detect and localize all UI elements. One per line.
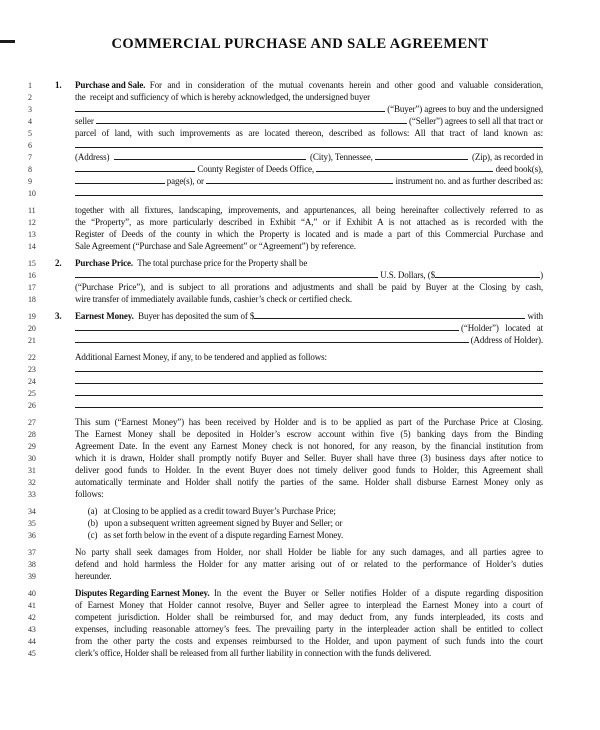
- document-line: [25, 452, 543, 464]
- body-text: seller: [75, 116, 96, 126]
- body-text: competent jurisdiction. Holder shall be reimbursed for, and may deduct from, any funds interpleaded, its costs and: [75, 612, 543, 622]
- blank-field: [75, 163, 195, 172]
- line-content: [75, 363, 543, 371]
- blank-field: [316, 163, 493, 172]
- line-content: [75, 505, 543, 517]
- document-line: [25, 399, 543, 411]
- body-text: This sum (“Earnest Money”) has been received by Holder and is to be applied as part of the Purchase Price at Closing.: [75, 417, 543, 427]
- line-content: [75, 623, 543, 635]
- section-number: 1.: [55, 80, 62, 90]
- line-content: [75, 204, 543, 216]
- document-line: [25, 269, 543, 281]
- document-line: [25, 322, 543, 334]
- line-content: [75, 163, 543, 175]
- document-line: [25, 464, 543, 476]
- line-number: 26: [28, 401, 36, 410]
- line-number: 28: [28, 430, 36, 439]
- line-content: [75, 187, 543, 195]
- line-number: 44: [28, 637, 36, 646]
- body-text: No party shall seek damages from Holder, nor shall Holder be liable for any such damages, and all parties agree to: [75, 547, 543, 557]
- line-number: 9: [28, 177, 32, 186]
- body-text: together with all fixtures, landscaping, improvements, and appurtenances, all being hereinafter collectively referred to as: [75, 205, 543, 215]
- body-text: which it is drawn, Holder shall promptly notify Buyer and Seller. Buyer shall have three (3) business days after notice to: [75, 453, 543, 463]
- line-number: 24: [28, 377, 36, 386]
- body-text: (“Purchase Price”), and is subject to all prorations and adjustments and shall be paid by Buyer at the Closing by cash,: [75, 282, 543, 292]
- line-number: 8: [28, 165, 32, 174]
- body-text: page(s), or: [164, 176, 207, 186]
- line-content: [75, 151, 543, 163]
- body-text: (“Buyer”) agrees to buy and the undersigned: [385, 104, 543, 114]
- line-number: 13: [28, 230, 36, 239]
- line-content: [75, 257, 543, 269]
- document-line: [25, 517, 543, 529]
- section-number: 2.: [55, 258, 62, 268]
- body-text: from the other party the costs and expenses reimbursed to the Holder, and upon payment of such funds into the court: [75, 636, 543, 646]
- body-text: follows:: [75, 489, 104, 499]
- body-text: (Address): [75, 152, 114, 162]
- line-content: [75, 322, 543, 334]
- line-number: 35: [28, 519, 36, 528]
- line-content: [75, 127, 543, 139]
- line-content: [75, 334, 543, 346]
- line-number: 34: [28, 507, 36, 516]
- line-number: 12: [28, 218, 36, 227]
- document-line: [25, 570, 543, 582]
- body-text: automatically terminate and Holder shall notify the parties of the same. Holder shall disburse Earnest Money only as: [75, 477, 543, 487]
- body-text: Sale Agreement (“Purchase and Sale Agreement” or “Agreement”) by reference.: [75, 241, 356, 251]
- line-content: [75, 115, 543, 127]
- line-number: 2: [28, 93, 32, 102]
- line-content: [75, 428, 543, 440]
- line-content: [75, 517, 543, 529]
- document-line: [25, 204, 543, 216]
- body-text: deed book(s),: [493, 164, 543, 174]
- line-number: 41: [28, 601, 36, 610]
- document-line: [25, 635, 543, 647]
- line-number: 6: [28, 141, 32, 150]
- blank-field: [96, 115, 407, 124]
- line-number: 22: [28, 353, 36, 362]
- line-content: [75, 399, 543, 407]
- body-text: (a) at Closing to be applied as a credit toward Buyer’s Purchase Price;: [75, 506, 336, 516]
- body-text: In the event the Buyer or Seller notifies Holder of a dispute regarding disposition: [213, 588, 543, 598]
- line-number: 45: [28, 649, 36, 658]
- line-content: [75, 375, 543, 383]
- document-line: [25, 440, 543, 452]
- line-number: 1: [28, 81, 32, 90]
- document-title: COMMERCIAL PURCHASE AND SALE AGREEMENT: [111, 36, 489, 52]
- body-text: deliver good funds to Holder. In the event Buyer does not timely deliver good funds to Holder, this Agreement shall: [75, 465, 543, 475]
- line-number: 30: [28, 454, 36, 463]
- document-line: [25, 187, 543, 199]
- body-text: (City), Tennessee,: [305, 152, 375, 162]
- document-body: [25, 79, 543, 659]
- blank-field: [75, 322, 459, 331]
- line-content: [75, 216, 543, 228]
- body-text: The Earnest Money shall be deposited in Holder’s escrow account within five (5) banking days from the Binding: [75, 429, 543, 439]
- line-number: 31: [28, 466, 36, 475]
- line-number: 10: [28, 189, 36, 198]
- line-content: [75, 139, 543, 147]
- line-content: [75, 79, 543, 91]
- blank-field: [75, 269, 378, 278]
- document-line: [25, 257, 543, 269]
- line-content: [75, 310, 543, 322]
- line-content: [75, 240, 543, 252]
- body-text: of Earnest Money that Holder cannot resolve, Buyer and Seller agree to interplead the Earnest Money into a court of: [75, 600, 543, 610]
- line-content: [75, 228, 543, 240]
- document-line: [25, 623, 543, 635]
- bold-text: Disputes Regarding Earnest Money.: [75, 588, 214, 598]
- line-number: 15: [28, 259, 36, 268]
- document-line: [25, 163, 543, 175]
- body-text: U.S. Dollars, ($: [378, 270, 436, 280]
- document-line: [25, 127, 543, 139]
- line-number: 32: [28, 478, 36, 487]
- line-number: 20: [28, 324, 36, 333]
- document-line: [25, 228, 543, 240]
- line-content: [75, 103, 543, 115]
- line-number: 38: [28, 560, 36, 569]
- blank-field: [375, 151, 468, 160]
- document-line: [25, 115, 543, 127]
- body-text: (Zip), as recorded in: [467, 152, 543, 162]
- document-line: [25, 529, 543, 541]
- blank-field: [75, 175, 165, 184]
- blank-field: [75, 187, 543, 196]
- line-content: [75, 488, 543, 500]
- blank-field: [75, 375, 543, 384]
- document-line: [25, 587, 543, 599]
- document-line: [25, 416, 543, 428]
- line-content: [75, 91, 543, 103]
- line-content: [75, 647, 543, 659]
- document-line: [25, 281, 543, 293]
- document-line: [25, 79, 543, 91]
- body-text: the “Property”, as more particularly described in Exhibit “A,” or if Exhibit A is not attached as is recorded with the: [75, 217, 543, 227]
- line-content: [75, 281, 543, 293]
- line-number: 14: [28, 242, 36, 251]
- document-line: [25, 647, 543, 659]
- line-number: 33: [28, 490, 36, 499]
- body-text: with: [525, 311, 543, 321]
- body-text: (c) as set forth below in the event of a dispute regarding Earnest Money.: [75, 530, 344, 540]
- body-text: (b) upon a subsequent written agreement signed by Buyer and Seller; or: [75, 518, 343, 528]
- scan-artifact-mark: [0, 40, 15, 43]
- document-line: [25, 310, 543, 322]
- document-line: [25, 488, 543, 500]
- line-number: 36: [28, 531, 36, 540]
- line-content: [75, 416, 543, 428]
- document-line: [25, 546, 543, 558]
- line-number: 5: [28, 129, 32, 138]
- document-line: [25, 505, 543, 517]
- line-content: [75, 440, 543, 452]
- line-content: [75, 452, 543, 464]
- line-number: 29: [28, 442, 36, 451]
- blank-field: [114, 151, 306, 160]
- line-number: 17: [28, 283, 36, 292]
- line-number: 18: [28, 295, 36, 304]
- line-number: 16: [28, 271, 36, 280]
- line-content: [75, 587, 543, 599]
- line-number: 23: [28, 365, 36, 374]
- body-text: Register of Deeds of the county in which the Property is located and is made a part of this Commercial Purchase and: [75, 229, 543, 239]
- blank-field: [75, 399, 543, 408]
- body-text: clerk’s office, Holder shall be released from all further liability in connection with the funds delivered.: [75, 648, 432, 658]
- document-line: [25, 428, 543, 440]
- document-line: [25, 611, 543, 623]
- line-number: 11: [28, 206, 36, 215]
- body-text: (“Seller”) agrees to sell all that tract or: [406, 116, 543, 126]
- blank-field: [254, 310, 525, 319]
- document-line: [25, 476, 543, 488]
- blank-field: [75, 103, 385, 112]
- blank-field: [75, 363, 543, 372]
- line-content: [75, 570, 543, 582]
- document-line: [25, 216, 543, 228]
- body-text: (Address of Holder).: [468, 335, 543, 345]
- blank-field: [206, 175, 393, 184]
- line-content: [75, 464, 543, 476]
- document-line: [25, 558, 543, 570]
- body-text: For and in consideration of the mutual covenants herein and other good and valuable consideration,: [149, 80, 543, 90]
- line-number: 21: [28, 336, 36, 345]
- body-text: expenses, including reasonable attorney’s fees. The prevailing party in the interpleader action shall be entitled to collect: [75, 624, 543, 634]
- line-content: [75, 387, 543, 395]
- body-text: County Register of Deeds Office,: [195, 164, 317, 174]
- document-line: [25, 351, 543, 363]
- bold-text: Earnest Money.: [75, 311, 139, 321]
- line-number: 3: [28, 105, 32, 114]
- document-line: [25, 240, 543, 252]
- line-content: [75, 293, 543, 305]
- body-text: Agreement Date. In the event any Earnest Money check is not honored, for any reason, by the financial institution from: [75, 441, 543, 451]
- line-number: 4: [28, 117, 32, 126]
- line-number: 42: [28, 613, 36, 622]
- document-line: [25, 363, 543, 375]
- line-content: [75, 175, 543, 187]
- line-content: [75, 635, 543, 647]
- body-text: (“Holder”) located at: [458, 323, 543, 333]
- body-text: The total purchase price for the Property shall be: [137, 258, 308, 268]
- line-number: 37: [28, 548, 36, 557]
- document-line: [25, 599, 543, 611]
- document-line: [25, 375, 543, 387]
- body-text: Buyer has deposited the sum of $: [138, 311, 255, 321]
- blank-field: [435, 269, 540, 278]
- line-number: 40: [28, 589, 36, 598]
- document-line: [25, 175, 543, 187]
- line-number: 43: [28, 625, 36, 634]
- body-text: wire transfer of immediately available funds, cashier’s check or certified check.: [75, 294, 352, 304]
- document-line: [25, 387, 543, 399]
- line-content: [75, 546, 543, 558]
- line-content: [75, 269, 543, 281]
- blank-field: [75, 334, 469, 343]
- line-number: 7: [28, 153, 32, 162]
- document-line: [25, 334, 543, 346]
- line-number: 25: [28, 389, 36, 398]
- body-text: parcel of land, with such improvements as are located thereon, described as follows: All that tract of land known as:: [75, 128, 543, 138]
- section-number: 3.: [55, 311, 62, 321]
- body-text: instrument no. and as further described as:: [393, 176, 543, 186]
- line-content: [75, 476, 543, 488]
- line-content: [75, 529, 543, 541]
- document-line: [25, 151, 543, 163]
- body-text: defend and hold harmless the Holder for any matter arising out of or related to the performance of Holder’s duties: [75, 559, 543, 569]
- line-content: [75, 351, 543, 363]
- body-text: the receipt and sufficiency of which is hereby acknowledged, the undersigned buyer: [75, 92, 371, 102]
- document-line: [25, 91, 543, 103]
- line-content: [75, 599, 543, 611]
- document-line: [25, 293, 543, 305]
- blank-field: [75, 387, 543, 396]
- line-number: 27: [28, 418, 36, 427]
- body-text: ): [540, 270, 543, 280]
- blank-field: [75, 139, 543, 148]
- line-content: [75, 558, 543, 570]
- bold-text: Purchase Price.: [75, 258, 138, 268]
- document-line: [25, 139, 543, 151]
- body-text: Additional Earnest Money, if any, to be tendered and applied as follows:: [75, 352, 327, 362]
- line-content: [75, 611, 543, 623]
- bold-text: Purchase and Sale.: [75, 80, 150, 90]
- body-text: hereunder.: [75, 571, 112, 581]
- line-number: 19: [28, 312, 36, 321]
- document-line: [25, 103, 543, 115]
- line-number: 39: [28, 572, 36, 581]
